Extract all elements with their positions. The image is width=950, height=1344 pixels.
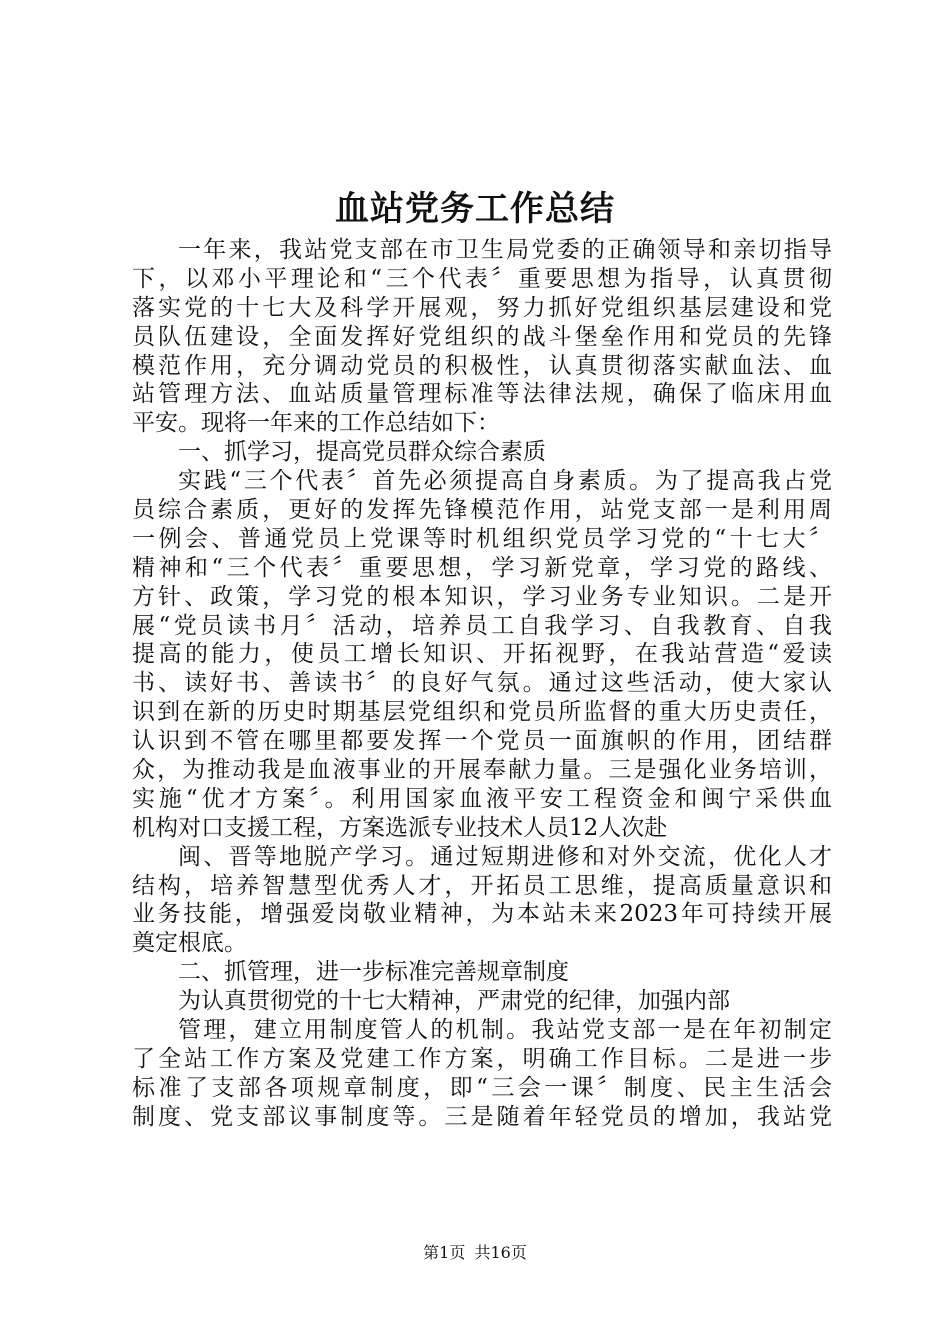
text-line: 模范作用，充分调动党员的积极性，认真贯彻落实献血法、血 <box>132 352 832 379</box>
text-line: 方针、政策，学习党的根本知识，学习业务专业知识。二是开 <box>132 583 832 610</box>
text-line: 一年来，我站党支部在市卫生局党委的正确领导和亲切指导 <box>178 237 832 263</box>
text-line: 二、抓管理，进一步标准完善规章制度 <box>178 959 569 986</box>
text-line: 一、抓学习，提高党员群众综合素质 <box>178 439 546 466</box>
page-footer <box>0 1241 950 1265</box>
text-line: 一例会、普通党员上党课等时机组织党员学习党的“十七大〞 <box>132 525 832 552</box>
page-total: 共16页 <box>474 1243 527 1262</box>
text-line: 闽、晋等地脱产学习。通过短期进修和对外交流，优化人才 <box>178 843 832 870</box>
text-line: 站管理方法、血站质量管理标准等法律法规，确保了临床用血 <box>132 381 832 408</box>
text-line: 平安。现将一年来的工作总结如下： <box>132 410 500 437</box>
text-line: 管理，建立用制度管人的机制。我站党支部一是在年初制定 <box>178 1017 832 1044</box>
text-line: 书、读好书、善读书〞的良好气氛。通过这些活动，使大家认 <box>132 670 832 697</box>
text-line: 员队伍建设，全面发挥好党组织的战斗堡垒作用和党员的先锋 <box>132 323 832 350</box>
page-number: 第1页 <box>423 1243 466 1262</box>
text-line: 制度、党支部议事制度等。三是随着年轻党员的增加，我站党 <box>132 1103 832 1130</box>
text-line: 提高的能力，使员工增长知识、开拓视野，在我站营造“爱读 <box>132 641 832 668</box>
text-line: 为认真贯彻党的十七大精神，严肃党的纪律，加强内部 <box>178 988 730 1015</box>
text-line: 众，为推动我是血液事业的开展奉献力量。三是强化业务培训， <box>132 757 832 784</box>
text-line: 结构，培养智慧型优秀人才，开拓员工思维，提高质量意识和 <box>132 872 832 899</box>
text-line: 实践“三个代表〞首先必须提高自身素质。为了提高我占党 <box>178 468 832 495</box>
text-line: 精神和“三个代表〞重要思想，学习新党章，学习党的路线、 <box>132 554 832 581</box>
text-line: 机构对口支援工程，方案选派专业技术人员12人次赴 <box>132 814 668 841</box>
text-line: 了全站工作方案及党建工作方案，明确工作目标。二是进一步 <box>132 1045 832 1072</box>
page-title: 血站党务工作总结 <box>335 189 615 229</box>
text-line: 员综合素质，更好的发挥先锋模范作用，站党支部一是利用周 <box>132 497 832 524</box>
text-line: 标准了支部各项规章制度，即“三会一课〞制度、民主生活会 <box>132 1074 832 1101</box>
text-line: 展“党员读书月〞活动，培养员工自我学习、自我教育、自我 <box>132 612 832 639</box>
text-line: 落实党的十七大及科学开展观，努力抓好党组织基层建设和党 <box>132 294 832 321</box>
text-line: 下，以邓小平理论和“三个代表〞重要思想为指导，认真贯彻 <box>132 265 832 292</box>
text-line: 业务技能，增强爱岗敬业精神，为本站未来2023年可持续开展 <box>132 901 832 928</box>
text-line: 认识到不管在哪里都要发挥一个党员一面旗帜的作用，团结群 <box>132 728 832 755</box>
text-line: 奠定根底。 <box>132 930 247 957</box>
text-line: 识到在新的历史时期基层党组织和党员所监督的重大历史责任， <box>132 699 832 726</box>
document-body <box>132 236 832 1132</box>
text-line: 实施“优才方案〞。利用国家血液平安工程资金和闽宁采供血 <box>132 785 832 812</box>
